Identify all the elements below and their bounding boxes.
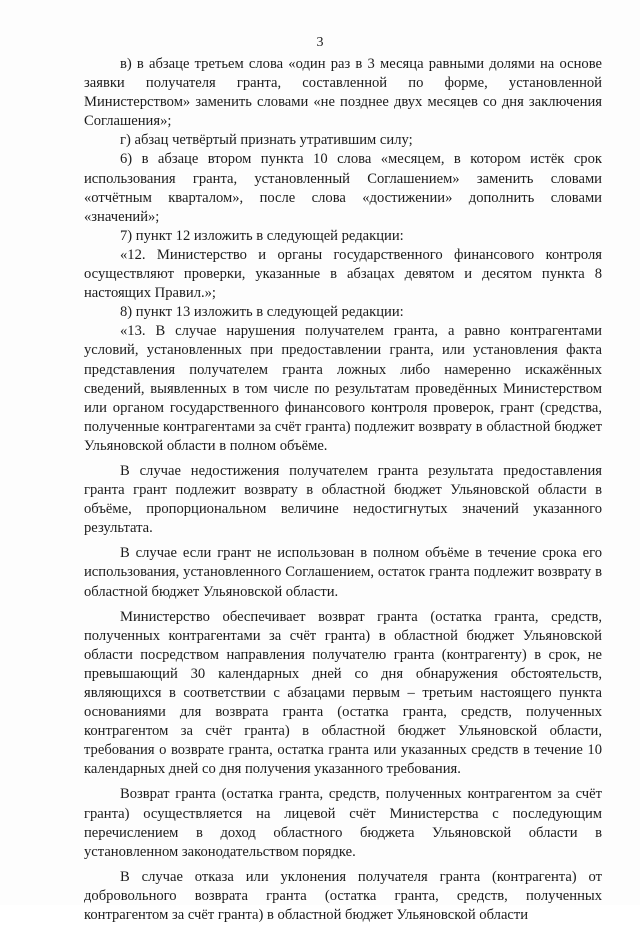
paragraph-6: 6) в абзаце втором пункта 10 слова «месяцем, в котором истёк срок использования гранта, установленный Соглашением» заменить словами «отчётным кварталом», после слова «достижении» дополнить словами «значений»;: [84, 151, 602, 225]
page-number: 3: [316, 35, 324, 50]
document-body: [84, 55, 602, 925]
paragraph-13-vozvrat: Министерство обеспечивает возврат гранта (остатка гранта, средств, полученных контрагентами за счёт гранта) в областной бюджет Ульяновской области посредством направления получателю гранта (контрагенту) в срок, не превышающий 30 календарных дней со дня обнаружения обстоятельств, являющихся в соответствии с абзацами первым – третьим настоящего пункта основаниями для возврата гранта (остатка гранта, средств, полученных контрагентом за счёт гранта) в областной бюджет Ульяновской области, требования о возврате гранта, остатка гранта или указанных средств в течение 10 календарных дней со дня получения указанного требования.: [84, 608, 602, 778]
paragraph-12-text: «12. Министерство и органы государственного финансового контроля осуществляют проверки, указанные в абзацах девятом и десятом пункта 8 настоящих Правил.»;: [84, 246, 602, 302]
paragraph-g: г) абзац четвёртый признать утратившим силу;: [120, 132, 413, 149]
paragraph-13-text: «13. В случае нарушения получателем гранта, а равно контрагентами условий, установленных при предоставлении гранта, или установления факта представления получателем гранта ложных либо намеренно искажённых сведений, выявленных в том числе по результатам проведённых Министерством или органом государственного финансового контроля проверок, грант (средства, полученные контрагентами за счёт гранта) подлежит возврату в областной бюджет Ульяновской области в полном объёме.: [84, 323, 602, 454]
paragraph-8: 8) пункт 13 изложить в следующей редакции:: [120, 304, 404, 321]
paragraph-13-schet: Возврат гранта (остатка гранта, средств, полученных контрагентом за счёт гранта) осуществляется на лицевой счёт Министерства с последующим перечислением в доход областного бюджета Ульяновской области в установленном законодательством порядке.: [84, 786, 602, 860]
paragraph-13-ostatok: В случае если грант не использован в полном объёме в течение срока его использования, установленного Соглашением, остаток гранта подлежит возврату в областной бюджет Ульяновской области.: [84, 545, 602, 600]
paragraph-7: 7) пункт 12 изложить в следующей редакции:: [120, 227, 404, 244]
paragraph-v: в) в абзаце третьем слова «один раз в 3 месяца равными долями на основе заявки получателя гранта, составленной по форме, установленной Министерством» заменить словами «не позднее двух месяцев со дня заключения Соглашения»;: [84, 56, 602, 130]
paragraph-13-otkaz: В случае отказа или уклонения получателя гранта (контрагента) от добровольного возврата гранта (остатка гранта, средств, полученных контрагентом за счёт гранта) в областной бюджет Ульяновской области: [84, 868, 602, 924]
paragraph-13-nedostizhenie: В случае недостижения получателем гранта результата предоставления гранта грант подлежит возврату в областной бюджет Ульяновской области в объёме, пропорциональном величине недостигнутых значений указанного результата.: [84, 462, 602, 537]
